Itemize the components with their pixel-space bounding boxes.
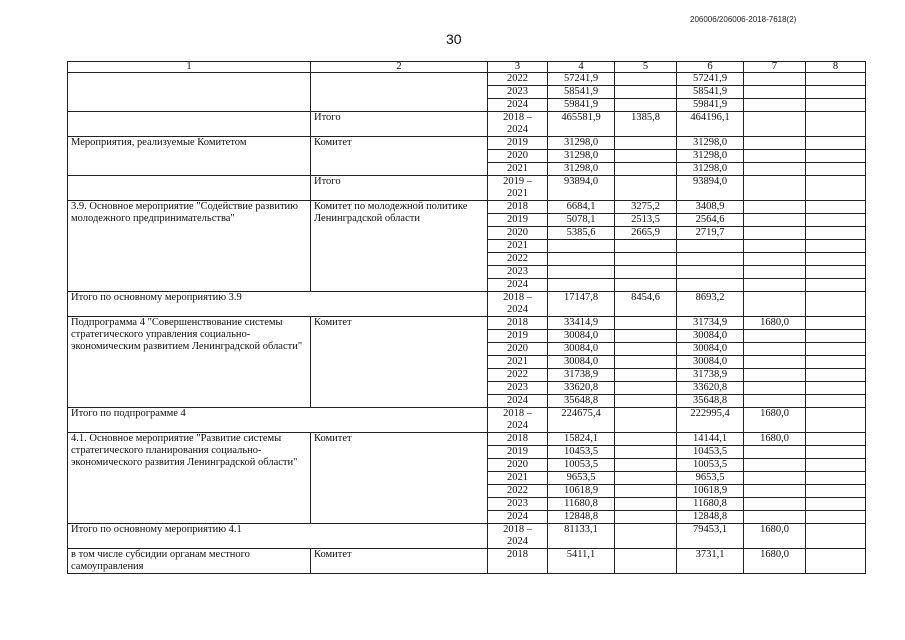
value-cell — [744, 253, 806, 266]
year-cell: 2024 — [488, 279, 548, 292]
value-cell — [806, 150, 866, 163]
value-cell — [615, 137, 677, 150]
row-label: 4.1. Основное мероприятие "Развитие системы стратегического планирования социально-экономического развития Ленинградской области" — [68, 433, 311, 524]
value-cell — [806, 292, 866, 317]
row-label — [68, 176, 311, 201]
col-header: 4 — [548, 62, 615, 73]
value-cell — [744, 176, 806, 201]
value-cell: 35648,8 — [548, 395, 615, 408]
value-cell: 31298,0 — [548, 137, 615, 150]
value-cell: 10453,5 — [677, 446, 744, 459]
value-cell — [744, 214, 806, 227]
value-cell — [744, 330, 806, 343]
executor-cell: Комитет — [311, 317, 488, 408]
value-cell — [806, 73, 866, 86]
value-cell: 8693,2 — [677, 292, 744, 317]
year-cell: 2023 — [488, 266, 548, 279]
value-cell: 93894,0 — [677, 176, 744, 201]
value-cell — [744, 86, 806, 99]
value-cell — [615, 266, 677, 279]
value-cell: 12848,8 — [677, 511, 744, 524]
value-cell — [615, 446, 677, 459]
year-cell: 2019 — [488, 446, 548, 459]
value-cell — [744, 292, 806, 317]
value-cell — [744, 112, 806, 137]
value-cell: 5078,1 — [548, 214, 615, 227]
value-cell — [744, 511, 806, 524]
value-cell — [744, 279, 806, 292]
value-cell: 5411,1 — [548, 549, 615, 574]
value-cell: 2513,5 — [615, 214, 677, 227]
value-cell — [806, 472, 866, 485]
year-cell: 2023 — [488, 86, 548, 99]
value-cell — [806, 227, 866, 240]
value-cell — [806, 317, 866, 330]
value-cell: 79453,1 — [677, 524, 744, 549]
value-cell — [806, 112, 866, 137]
value-cell: 31738,9 — [548, 369, 615, 382]
value-cell — [806, 266, 866, 279]
year-cell: 2020 — [488, 227, 548, 240]
value-cell — [615, 511, 677, 524]
value-cell: 9653,5 — [677, 472, 744, 485]
value-cell: 222995,4 — [677, 408, 744, 433]
table-row — [68, 317, 866, 330]
value-cell: 1680,0 — [744, 524, 806, 549]
year-cell: 2018 — [488, 317, 548, 330]
executor-cell: Комитет — [311, 433, 488, 524]
value-cell — [744, 485, 806, 498]
value-cell: 31298,0 — [677, 150, 744, 163]
value-cell — [677, 253, 744, 266]
value-cell — [806, 356, 866, 369]
value-cell — [615, 433, 677, 446]
value-cell: 224675,4 — [548, 408, 615, 433]
value-cell: 31738,9 — [677, 369, 744, 382]
value-cell — [615, 240, 677, 253]
value-cell: 3408,9 — [677, 201, 744, 214]
value-cell — [744, 99, 806, 112]
value-cell: 14144,1 — [677, 433, 744, 446]
year-cell: 2018 – 2024 — [488, 524, 548, 549]
executor-cell: Комитет — [311, 549, 488, 574]
col-header: 5 — [615, 62, 677, 73]
year-cell: 2022 — [488, 73, 548, 86]
year-cell: 2020 — [488, 459, 548, 472]
table-row — [68, 433, 866, 446]
value-cell — [806, 214, 866, 227]
table-row — [68, 137, 866, 150]
executor-cell: Итого — [311, 176, 488, 201]
page-number: 30 — [446, 31, 462, 47]
value-cell: 10053,5 — [677, 459, 744, 472]
value-cell — [677, 240, 744, 253]
value-cell — [806, 459, 866, 472]
table-row — [68, 549, 866, 574]
value-cell — [744, 369, 806, 382]
value-cell: 59841,9 — [677, 99, 744, 112]
value-cell: 10618,9 — [677, 485, 744, 498]
value-cell — [615, 524, 677, 549]
executor-cell: Комитет — [311, 137, 488, 176]
value-cell — [615, 176, 677, 201]
value-cell: 10453,5 — [548, 446, 615, 459]
value-cell: 9653,5 — [548, 472, 615, 485]
value-cell: 10618,9 — [548, 485, 615, 498]
value-cell — [744, 73, 806, 86]
row-label — [68, 112, 311, 137]
executor-cell: Комитет по молодежной политике Ленинградской области — [311, 201, 488, 292]
value-cell — [615, 549, 677, 574]
row-label: Итого по основному мероприятию 3.9 — [68, 292, 488, 317]
value-cell — [806, 369, 866, 382]
year-cell: 2019 — [488, 330, 548, 343]
year-cell: 2024 — [488, 395, 548, 408]
value-cell — [744, 446, 806, 459]
table-row — [68, 201, 866, 214]
value-cell — [744, 343, 806, 356]
year-cell: 2024 — [488, 511, 548, 524]
value-cell — [806, 343, 866, 356]
value-cell — [615, 86, 677, 99]
value-cell — [677, 266, 744, 279]
value-cell — [615, 395, 677, 408]
value-cell — [806, 408, 866, 433]
value-cell — [744, 356, 806, 369]
value-cell — [744, 163, 806, 176]
value-cell — [806, 382, 866, 395]
row-label: Мероприятия, реализуемые Комитетом — [68, 137, 311, 176]
table-row — [68, 112, 866, 137]
value-cell — [806, 498, 866, 511]
year-cell: 2020 — [488, 343, 548, 356]
year-cell: 2018 — [488, 549, 548, 574]
year-cell: 2018 – 2024 — [488, 292, 548, 317]
value-cell — [615, 253, 677, 266]
value-cell: 3731,1 — [677, 549, 744, 574]
year-cell: 2018 — [488, 433, 548, 446]
value-cell — [548, 279, 615, 292]
value-cell — [615, 459, 677, 472]
value-cell — [806, 163, 866, 176]
value-cell: 17147,8 — [548, 292, 615, 317]
value-cell: 31298,0 — [677, 137, 744, 150]
value-cell: 1680,0 — [744, 408, 806, 433]
year-cell: 2018 — [488, 201, 548, 214]
value-cell — [615, 408, 677, 433]
value-cell: 31298,0 — [548, 163, 615, 176]
value-cell — [806, 549, 866, 574]
value-cell — [744, 150, 806, 163]
value-cell: 58541,9 — [548, 86, 615, 99]
value-cell — [615, 330, 677, 343]
col-header: 2 — [311, 62, 488, 73]
year-cell: 2022 — [488, 253, 548, 266]
value-cell: 11680,8 — [677, 498, 744, 511]
value-cell — [548, 253, 615, 266]
document-id: 206006/206006-2018-7618(2) — [690, 15, 797, 24]
value-cell — [806, 253, 866, 266]
year-cell: 2021 — [488, 163, 548, 176]
value-cell — [615, 317, 677, 330]
value-cell — [548, 266, 615, 279]
table-row — [68, 73, 866, 86]
value-cell — [615, 369, 677, 382]
year-cell: 2018 – 2024 — [488, 408, 548, 433]
value-cell: 30084,0 — [548, 343, 615, 356]
value-cell: 31298,0 — [677, 163, 744, 176]
year-cell: 2018 – 2024 — [488, 112, 548, 137]
value-cell — [615, 485, 677, 498]
value-cell: 2719,7 — [677, 227, 744, 240]
value-cell — [744, 201, 806, 214]
value-cell — [806, 395, 866, 408]
value-cell: 8454,6 — [615, 292, 677, 317]
value-cell: 31298,0 — [548, 150, 615, 163]
value-cell: 6684,1 — [548, 201, 615, 214]
year-cell: 2019 – 2021 — [488, 176, 548, 201]
year-cell: 2021 — [488, 240, 548, 253]
value-cell: 57241,9 — [677, 73, 744, 86]
row-label: Подпрограмма 4 "Совершенствование системы стратегического управления социально-экономическим развитием Ленинградской области" — [68, 317, 311, 408]
header-row — [68, 62, 866, 73]
value-cell — [548, 240, 615, 253]
value-cell: 2665,9 — [615, 227, 677, 240]
table-row — [68, 292, 866, 317]
value-cell — [806, 176, 866, 201]
value-cell: 35648,8 — [677, 395, 744, 408]
value-cell: 15824,1 — [548, 433, 615, 446]
value-cell: 3275,2 — [615, 201, 677, 214]
value-cell: 1680,0 — [744, 549, 806, 574]
value-cell: 30084,0 — [677, 343, 744, 356]
value-cell — [744, 137, 806, 150]
year-cell: 2020 — [488, 150, 548, 163]
value-cell: 30084,0 — [677, 330, 744, 343]
table-row — [68, 408, 866, 433]
executor-cell: Итого — [311, 112, 488, 137]
value-cell — [615, 356, 677, 369]
value-cell — [615, 163, 677, 176]
value-cell — [806, 485, 866, 498]
value-cell — [806, 99, 866, 112]
col-header: 3 — [488, 62, 548, 73]
row-label: Итого по основному мероприятию 4.1 — [68, 524, 488, 549]
value-cell: 1680,0 — [744, 317, 806, 330]
value-cell: 58541,9 — [677, 86, 744, 99]
row-label: в том числе субсидии органам местного самоуправления — [68, 549, 311, 574]
col-header: 6 — [677, 62, 744, 73]
year-cell: 2019 — [488, 214, 548, 227]
value-cell — [615, 343, 677, 356]
value-cell: 464196,1 — [677, 112, 744, 137]
value-cell: 10053,5 — [548, 459, 615, 472]
value-cell: 2564,6 — [677, 214, 744, 227]
value-cell: 33620,8 — [677, 382, 744, 395]
year-cell: 2023 — [488, 382, 548, 395]
year-cell: 2023 — [488, 498, 548, 511]
table-row — [68, 176, 866, 201]
row-label: 3.9. Основное мероприятие "Содействие развитию молодежного предпринимательства" — [68, 201, 311, 292]
year-cell: 2021 — [488, 356, 548, 369]
value-cell: 465581,9 — [548, 112, 615, 137]
value-cell: 30084,0 — [548, 330, 615, 343]
value-cell: 1680,0 — [744, 433, 806, 446]
value-cell — [615, 279, 677, 292]
col-header: 1 — [68, 62, 311, 73]
row-label — [68, 73, 311, 112]
value-cell: 93894,0 — [548, 176, 615, 201]
value-cell: 33414,9 — [548, 317, 615, 330]
value-cell: 81133,1 — [548, 524, 615, 549]
value-cell — [744, 498, 806, 511]
row-label: Итого по подпрограмме 4 — [68, 408, 488, 433]
value-cell: 11680,8 — [548, 498, 615, 511]
table-row — [68, 524, 866, 549]
value-cell — [744, 240, 806, 253]
value-cell — [744, 459, 806, 472]
year-cell: 2022 — [488, 369, 548, 382]
budget-table — [67, 61, 866, 574]
year-cell: 2021 — [488, 472, 548, 485]
value-cell: 59841,9 — [548, 99, 615, 112]
value-cell — [806, 511, 866, 524]
value-cell — [806, 524, 866, 549]
year-cell: 2022 — [488, 485, 548, 498]
value-cell: 57241,9 — [548, 73, 615, 86]
value-cell: 12848,8 — [548, 511, 615, 524]
col-header: 8 — [806, 62, 866, 73]
value-cell — [744, 382, 806, 395]
value-cell — [615, 150, 677, 163]
value-cell: 30084,0 — [548, 356, 615, 369]
value-cell — [806, 86, 866, 99]
value-cell — [806, 330, 866, 343]
value-cell — [615, 73, 677, 86]
value-cell — [806, 201, 866, 214]
value-cell — [744, 266, 806, 279]
value-cell — [744, 227, 806, 240]
value-cell — [806, 279, 866, 292]
value-cell — [744, 395, 806, 408]
value-cell: 5385,6 — [548, 227, 615, 240]
col-header: 7 — [744, 62, 806, 73]
value-cell — [677, 279, 744, 292]
value-cell — [615, 382, 677, 395]
value-cell — [615, 99, 677, 112]
year-cell: 2019 — [488, 137, 548, 150]
value-cell: 1385,8 — [615, 112, 677, 137]
value-cell — [806, 433, 866, 446]
value-cell: 31734,9 — [677, 317, 744, 330]
value-cell — [806, 240, 866, 253]
year-cell: 2024 — [488, 99, 548, 112]
value-cell — [615, 498, 677, 511]
value-cell: 33620,8 — [548, 382, 615, 395]
value-cell — [615, 472, 677, 485]
value-cell: 30084,0 — [677, 356, 744, 369]
value-cell — [744, 472, 806, 485]
executor-cell — [311, 73, 488, 112]
value-cell — [806, 137, 866, 150]
value-cell — [806, 446, 866, 459]
